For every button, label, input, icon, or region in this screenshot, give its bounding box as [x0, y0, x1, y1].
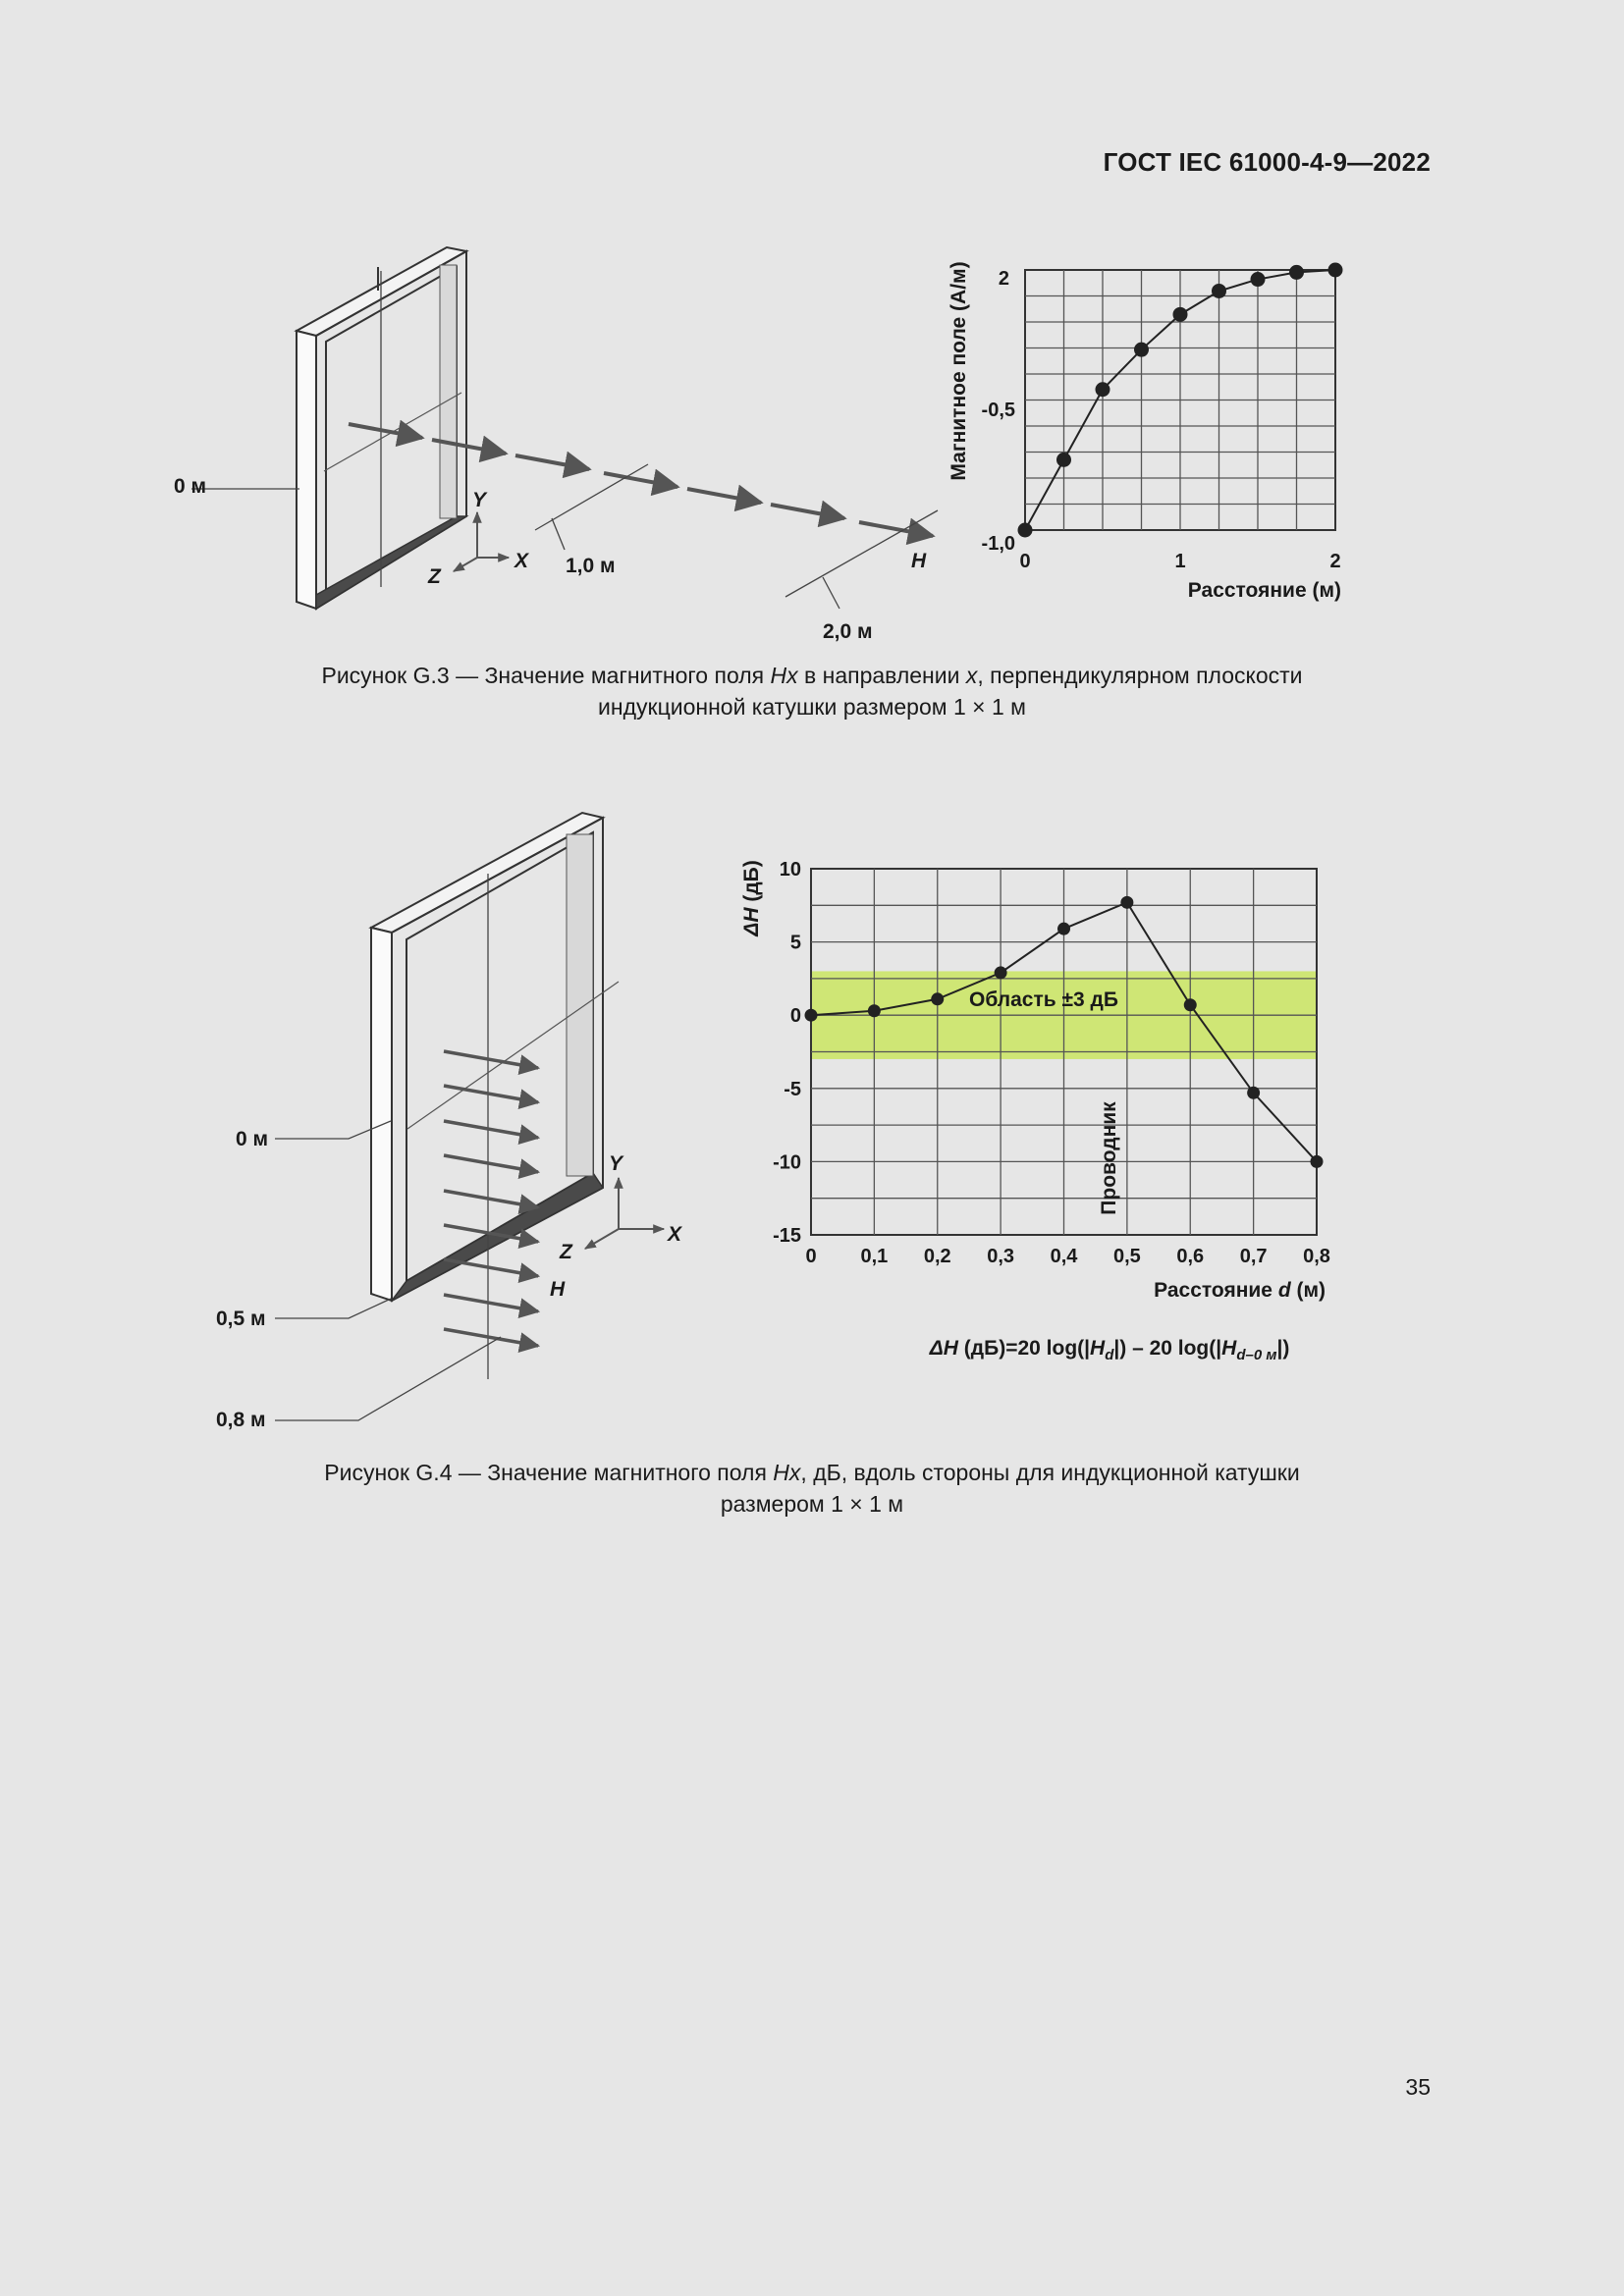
chart-g4-xlabel-unit: (м): [1290, 1279, 1326, 1302]
chart-g4-point: [868, 1004, 881, 1017]
chart-g4-band-label: Область ±3 дБ: [969, 988, 1118, 1011]
label-08m-g4: 0,8 м: [216, 1409, 266, 1431]
chart-g4-point: [805, 1009, 818, 1022]
chart-g4-xlabel-var: d: [1277, 1279, 1291, 1302]
caption-g3-rest: , перпендикулярном плоскости: [977, 663, 1303, 688]
caption-g3-x: x: [965, 663, 978, 688]
chart-g4-ytick: -10: [773, 1151, 801, 1174]
chart-g3-ytick-neg05: -0,5: [981, 400, 1015, 421]
caption-g4-prefix: Рисунок G.4 — Значение магнитного поля: [324, 1460, 774, 1485]
label-05m-g4: 0,5 м: [216, 1308, 266, 1330]
chart-g3-xtick-2: 2: [1329, 551, 1341, 572]
page-number: 35: [1405, 2074, 1431, 2100]
chart-g3-xtick-0: 0: [1019, 551, 1031, 572]
chart-g4-xtick: 0,8: [1303, 1246, 1330, 1267]
chart-g3-ylabel: Магнитное поле (А/м): [947, 261, 970, 481]
chart-g4-point: [1184, 998, 1197, 1011]
axis-y-label-g3: Y: [472, 489, 487, 511]
h-label-g3: H: [911, 550, 927, 572]
caption-g3-hx: Hx: [770, 663, 798, 688]
chart-g3-ytick-neg10: -1,0: [981, 533, 1015, 555]
chart-g4-ytick: -15: [773, 1225, 801, 1247]
chart-g4-point: [931, 992, 944, 1005]
chart-g4-ytick: 10: [779, 859, 801, 881]
chart-g4-ylabel-var: ΔH: [740, 907, 763, 936]
chart-g4-xtick: 0,3: [987, 1246, 1015, 1267]
chart-g4-xtick: 0,5: [1112, 1246, 1141, 1267]
caption-g4-line2: размером 1 × 1 м: [720, 1491, 904, 1517]
chart-g4-ytick: 0: [789, 1005, 801, 1028]
label-0m-g3: 0 м: [174, 475, 207, 498]
axis-z-label-g4: Z: [560, 1241, 572, 1263]
caption-g4-rest: , дБ, вдоль стороны для индукционной катушки: [800, 1460, 1300, 1485]
formula-delta-h: ΔH: [929, 1337, 958, 1360]
formula-g4: [929, 1337, 1290, 1363]
chart-g3-xtick-1: 1: [1174, 551, 1186, 572]
chart-g4-ylabel: [740, 860, 763, 937]
axis-x-label-g4: X: [668, 1223, 682, 1246]
axis-z-label-g3: Z: [428, 565, 441, 588]
chart-g4-point: [995, 966, 1007, 979]
formula-left: (дБ)=20 log(|: [957, 1337, 1091, 1360]
formula-hd0: H: [1221, 1337, 1237, 1360]
label-0m-g4: 0 м: [236, 1128, 269, 1150]
chart-g4-ylabel-unit: (дБ): [740, 860, 763, 908]
h-label-g4: H: [550, 1278, 566, 1301]
formula-sub-d: d: [1105, 1347, 1114, 1363]
chart-g4-ytick: 5: [789, 932, 801, 954]
chart-g4-point: [1057, 923, 1070, 935]
chart-g3-xlabel: Расстояние (м): [1187, 579, 1341, 602]
caption-g3-prefix: Рисунок G.3 — Значение магнитного поля: [321, 663, 771, 688]
chart-g4-point: [1247, 1087, 1260, 1099]
chart-g3-ytick-2: 2: [998, 268, 1009, 290]
chart-g4-xtick: 0,6: [1176, 1246, 1205, 1267]
chart-g4-xtick: 0,1: [860, 1246, 889, 1267]
caption-g3-line2: индукционной катушки размером 1 × 1 м: [598, 694, 1026, 720]
formula-mid: |) – 20 log(|: [1113, 1337, 1222, 1360]
caption-g3-mid: в направлении: [797, 663, 966, 688]
chart-g4-point: [1120, 896, 1133, 909]
label-2m-g3: 2,0 м: [823, 620, 873, 643]
axis-y-label-g4: Y: [609, 1152, 623, 1175]
caption-g4-hx: Hx: [773, 1460, 801, 1485]
chart-g4-xlabel-prefix: Расстояние: [1154, 1279, 1278, 1302]
caption-g4: [196, 1457, 1428, 1520]
chart-g4-xlabel: [1154, 1279, 1326, 1302]
chart-g4-annotation: Проводник: [1098, 1101, 1120, 1215]
chart-g4-xtick: 0,4: [1050, 1246, 1078, 1267]
label-1m-g3: 1,0 м: [566, 555, 616, 577]
chart-g4-xtick: 0: [805, 1246, 817, 1267]
chart-g4-ytick: -5: [784, 1078, 801, 1100]
chart-g4-xtick: 0,7: [1239, 1246, 1268, 1267]
formula-end: |): [1276, 1337, 1290, 1360]
chart-g4-xtick: 0,2: [923, 1246, 951, 1267]
document-header: ГОСТ IEC 61000-4-9—2022: [1103, 147, 1431, 177]
axis-x-label-g3: X: [514, 550, 529, 572]
formula-hd: H: [1090, 1337, 1106, 1360]
formula-sub-d0: d–0 м: [1236, 1347, 1277, 1363]
chart-g4-point: [1311, 1155, 1324, 1168]
